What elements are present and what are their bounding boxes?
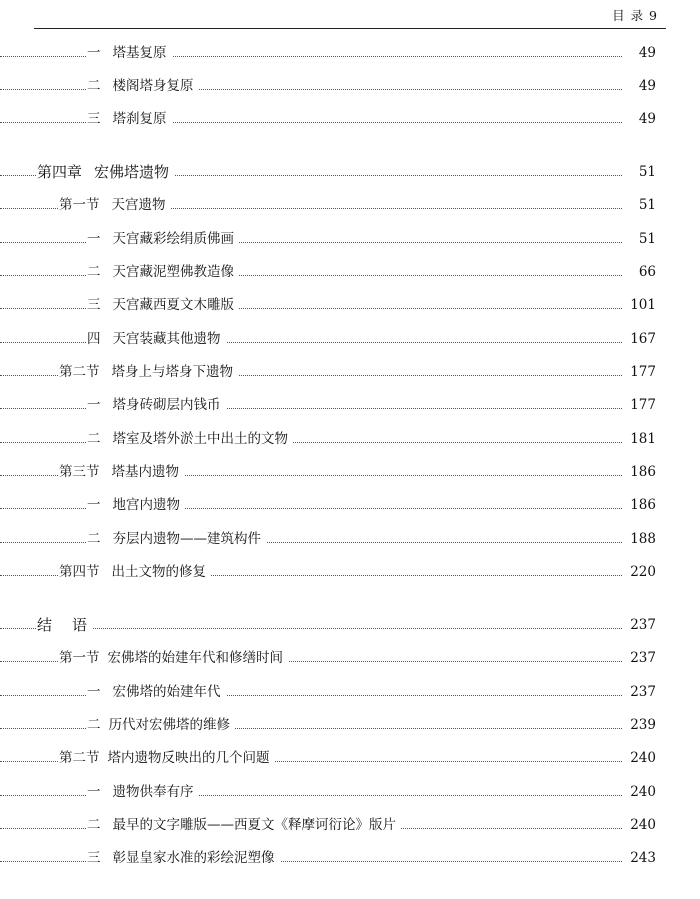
toc-entry-number: 一 [87,684,101,700]
toc-entry-page: 186 [626,494,656,516]
toc-section-label [59,561,211,583]
toc-section-title: 天宫遗物 [111,197,166,213]
toc-entry-label [87,108,172,130]
toc-entry-title: 塔基复原 [112,45,167,61]
toc-entry-title: 天宫藏泥塑佛教造像 [112,264,234,280]
toc-entry-page: 239 [626,714,656,736]
toc-entry-title: 遗物供奉有序 [112,784,194,800]
toc-entry-label [87,847,280,869]
toc-section-number: 第一节 [59,197,100,213]
toc-section[interactable] [0,361,656,383]
toc-entry-label [87,428,293,450]
toc-entry[interactable] [0,494,656,516]
toc-entry-number: 一 [87,45,101,61]
toc-entry-title: 彰显皇家水准的彩绘泥塑像 [112,850,275,866]
toc-entry-number: 三 [87,850,101,866]
toc-entry-number: 一 [87,231,101,247]
toc-section-label [59,461,184,483]
toc-section-label [59,194,171,216]
toc-entry[interactable] [0,528,656,550]
toc-chapter[interactable] [0,614,656,636]
page-header [34,0,666,29]
toc-entry-page: 49 [635,75,656,97]
toc-entry-number: 三 [87,111,101,127]
toc-entry-label [87,294,239,316]
toc-entry-title: 最早的文字雕版——西夏文《释摩诃衍论》版片 [112,817,396,833]
toc-entry[interactable] [0,781,656,803]
toc-section-number: 第二节 [59,364,100,380]
toc-section-number: 第二节 [59,750,100,766]
toc-entry-number: 二 [87,431,101,447]
toc-chapter-title: 语 [72,616,88,634]
toc-entry[interactable] [0,42,656,64]
toc-chapter[interactable] [0,161,656,183]
toc-entry-title: 塔刹复原 [112,111,167,127]
toc-entry-number: 三 [87,297,101,313]
toc-chapter-label [37,614,92,636]
toc-entry[interactable] [0,428,656,450]
toc-section[interactable] [0,647,656,669]
toc-entry-page: 49 [635,108,656,130]
toc-entry-title: 夯层内遗物——建筑构件 [112,531,261,547]
dot-leader [0,628,622,629]
toc-entry[interactable] [0,261,656,283]
toc-section[interactable] [0,194,656,216]
toc-entry[interactable] [0,328,656,350]
toc-section-page: 51 [635,194,656,216]
toc-entry[interactable] [0,714,656,736]
toc-entry-label [87,394,226,416]
toc-entry-page: 66 [635,261,656,283]
toc-section[interactable] [0,561,656,583]
toc-entry-title: 塔室及塔外淤土中出土的文物 [112,431,288,447]
toc-entry-page: 167 [626,328,656,350]
toc-entry[interactable] [0,294,656,316]
toc-entry-title: 历代对宏佛塔的维修 [108,717,230,733]
toc-entry[interactable] [0,75,656,97]
toc-chapter-page: 237 [626,614,656,636]
toc-entry-label [87,781,199,803]
toc-entry-number: 一 [87,497,101,513]
toc-entry-number: 一 [87,397,101,413]
toc-section-page: 177 [626,361,656,383]
toc-section-page: 186 [626,461,656,483]
toc-entry-label [87,714,235,736]
toc-entry[interactable] [0,814,656,836]
toc-section[interactable] [0,747,656,769]
toc-entry-title: 塔身砖砌层内钱币 [112,397,221,413]
toc-section-number: 第三节 [59,464,100,480]
toc-entry-label [87,681,226,703]
toc-section-label [59,747,275,769]
toc-section-page: 220 [626,561,656,583]
toc-chapter-number: 结 [37,616,53,634]
toc-entry-title: 地宫内遗物 [112,497,180,513]
toc-section-title: 塔内遗物反映出的几个问题 [107,750,270,766]
toc-section-page: 240 [626,747,656,769]
toc-entry[interactable] [0,228,656,250]
toc-entry-label [87,814,401,836]
header-title: 目 录 9 [612,8,658,23]
toc-entry[interactable] [0,681,656,703]
toc-section-number: 第四节 [59,564,100,580]
toc-section-title: 塔身上与塔身下遗物 [111,364,233,380]
toc-entry-page: 240 [626,781,656,803]
toc-entry-number: 二 [87,717,101,733]
toc-section-title: 宏佛塔的始建年代和修缮时间 [107,650,283,666]
toc-entry-title: 宏佛塔的始建年代 [112,684,221,700]
toc-entry-number: 四 [87,331,101,347]
toc-entry-page: 101 [626,294,656,316]
toc-chapter-page: 51 [635,161,656,183]
toc-section[interactable] [0,461,656,483]
toc-entry-title: 天宫藏彩绘绢质佛画 [112,231,234,247]
toc-entry-page: 49 [635,42,656,64]
toc-entry-label [87,528,266,550]
toc-entry[interactable] [0,847,656,869]
toc-section-number: 第一节 [59,650,100,666]
toc-entry-page: 240 [626,814,656,836]
toc-entry[interactable] [0,394,656,416]
toc-section-title: 塔基内遗物 [111,464,179,480]
toc-entry-label [87,75,199,97]
toc-section-title: 出土文物的修复 [111,564,206,580]
toc-entry-number: 一 [87,784,101,800]
toc-entry-label [87,494,185,516]
toc-entry-label [87,261,239,283]
toc-entry-page: 177 [626,394,656,416]
toc-entry-number: 二 [87,264,101,280]
toc-section-label [59,647,288,669]
toc-chapter-title: 宏佛塔遗物 [94,163,170,181]
toc-entry-number: 二 [87,531,101,547]
toc-entry-label [87,328,226,350]
toc-entry-page: 243 [626,847,656,869]
toc-entry-title: 天宫装藏其他遗物 [112,331,221,347]
toc-entry-label [87,42,172,64]
toc-entry-page: 51 [635,228,656,250]
toc-entry-number: 二 [87,817,101,833]
toc-section-page: 237 [626,647,656,669]
toc-entry-page: 181 [626,428,656,450]
toc-section-label [59,361,238,383]
toc-entry-number: 二 [87,78,101,94]
toc-entry-page: 237 [626,681,656,703]
toc-entry-label [87,228,239,250]
toc-entry-title: 楼阁塔身复原 [112,78,194,94]
toc-entry[interactable] [0,108,656,130]
toc-entry-title: 天宫藏西夏文木雕版 [112,297,234,313]
toc-chapter-label [37,161,174,183]
toc-entry-page: 188 [626,528,656,550]
toc-chapter-number: 第四章 [37,163,83,181]
